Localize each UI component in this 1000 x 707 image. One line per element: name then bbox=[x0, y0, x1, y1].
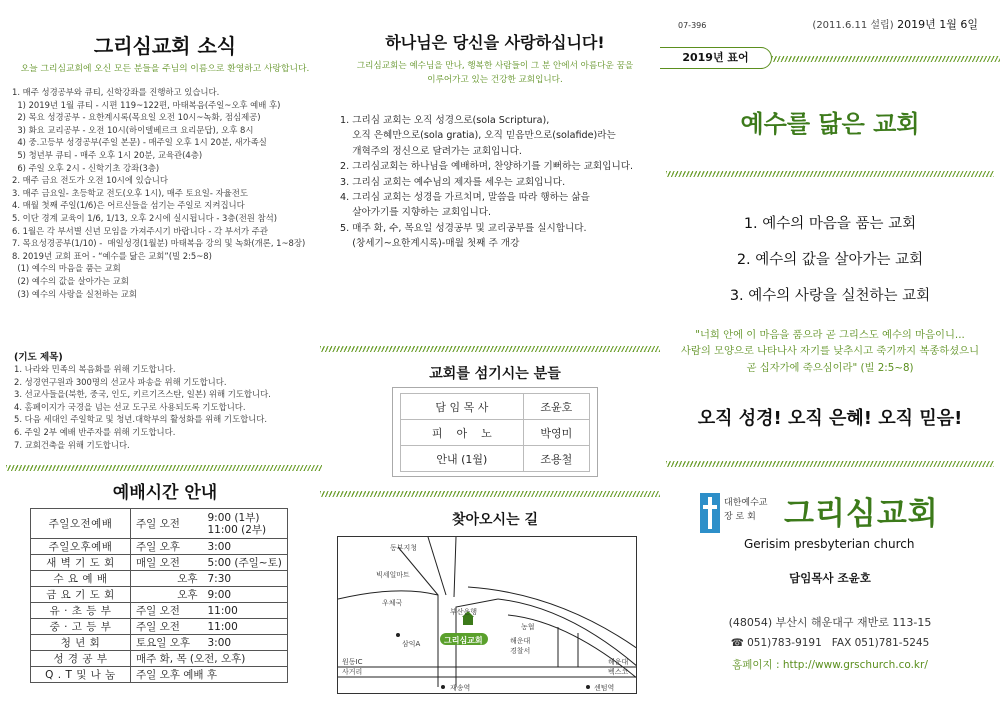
schedule-day bbox=[131, 667, 288, 683]
creed-item: 2. 그리심교회는 하나님을 예배하며, 찬양하기를 기뻐하는 교회입니다. bbox=[340, 161, 634, 173]
schedule-name: 수 요 예 배 bbox=[31, 571, 131, 587]
motto-points bbox=[660, 206, 1000, 314]
news-item: 2. 매주 금요 전도가 오전 10시에 있습니다 bbox=[12, 175, 168, 186]
schedule-name: 새 벽 기 도 회 bbox=[31, 555, 131, 571]
address: (48054) 부산시 해운대구 재반로 113-15 bbox=[728, 616, 932, 629]
pastor: 담임목사 조윤호 bbox=[789, 571, 871, 585]
love-subtitle-1: 그리심교회는 예수님을 만나, 행복한 사람들이 그 분 안에서 아름다운 꿈을 bbox=[356, 61, 634, 71]
schedule-row bbox=[31, 571, 288, 587]
map-label-samik: 삼익A bbox=[402, 640, 421, 648]
schedule-day-text: 오후 bbox=[177, 589, 198, 601]
schedule-row bbox=[31, 619, 288, 635]
divider bbox=[320, 346, 660, 352]
schedule-day-text: 토요일 오후 bbox=[136, 637, 191, 649]
news-item: 5) 청년부 큐티 - 매주 오후 1시 20분, 교육관(4층) bbox=[12, 149, 203, 160]
divider bbox=[666, 461, 994, 467]
staff-row bbox=[401, 446, 590, 472]
schedule-day bbox=[131, 571, 203, 587]
schedule-day-text: 주일 오전 bbox=[136, 621, 180, 633]
sola-slogan: 오직 성경! 오직 은혜! 오직 믿음! bbox=[697, 408, 963, 429]
schedule-time: 3:00 bbox=[203, 539, 288, 555]
staff-title: 교회를 섬기시는 분들 bbox=[429, 366, 561, 382]
schedule-day-text: 오후 bbox=[177, 573, 198, 585]
prayer-item: 6. 주일 2부 예배 반주자를 위해 기도합니다. bbox=[14, 426, 176, 437]
map-label-wondong: 원동IC 사거리 bbox=[342, 658, 363, 676]
schedule-day-text: 주일 오전 bbox=[136, 605, 180, 617]
schedule-row bbox=[31, 539, 288, 555]
map-label-church: 그리심교회 bbox=[444, 636, 483, 645]
news-item: 8. 2019년 교회 표어 - “예수를 닮은 교회”(빌 2:5~8) bbox=[12, 250, 212, 261]
map-label-bigsale: 빅세일마트 bbox=[376, 571, 410, 579]
schedule-time: 7:30 bbox=[203, 571, 288, 587]
news-item: (1) 예수의 마음을 품는 교회 bbox=[12, 263, 121, 274]
motto-point: 3. 예수의 사랑을 실천하는 교회 bbox=[729, 288, 931, 304]
schedule-time: 3:00 bbox=[203, 635, 288, 651]
church-icon-body bbox=[463, 617, 473, 625]
schedule-day-text: 매주 화, 목 (오전, 오후) bbox=[136, 653, 246, 665]
motto-point: 2. 예수의 값을 살아가는 교회 bbox=[736, 252, 924, 268]
denomination bbox=[724, 496, 767, 525]
prayer-item: 1. 나라와 민족의 복음화를 위해 기도합니다. bbox=[14, 364, 176, 374]
news-item: 6) 주일 오후 2시 - 신학기초 강좌(3층) bbox=[12, 162, 160, 173]
news-title: 그리심교회 소식 bbox=[93, 34, 237, 58]
map-label-dongbu: 동부지청 bbox=[390, 544, 418, 552]
news-item: 7. 목요성경공부(1/10) - 매일성경(1월분) 마태복음 강의 및 녹화(개론, 1~8장) bbox=[12, 238, 306, 249]
schedule-time: 5:00 (주일~토) bbox=[203, 555, 288, 571]
schedule-row bbox=[31, 603, 288, 619]
bulletin-code: 07-396 bbox=[678, 21, 707, 30]
news-item: 6. 1월은 각 부서별 신년 모임을 가져주시기 바랍니다 - 각 부서가 주관 bbox=[12, 225, 268, 236]
motto-label-text: 2019년 표어 bbox=[682, 51, 749, 64]
schedule-day bbox=[131, 635, 203, 651]
news-item: (2) 예수의 값을 살아가는 교회 bbox=[12, 275, 129, 286]
map-label-post: 우체국 bbox=[382, 599, 403, 607]
staff-row bbox=[401, 394, 590, 420]
news-item: 4. 매월 첫째 주일(1/6)은 어르신들을 섬기는 주일로 지켜집니다 bbox=[12, 200, 245, 211]
cross-logo-icon bbox=[700, 493, 720, 533]
news-item: 1. 매주 성경공부와 큐티, 신학강좌를 진행하고 있습니다. bbox=[12, 87, 220, 97]
motto: 예수를 닮은 교회 bbox=[740, 110, 920, 138]
love-title: 하나님은 당신을 사랑하십니다! bbox=[385, 33, 605, 52]
homepage-link[interactable]: 홈페이지 : http://www.grschurch.co.kr/ bbox=[732, 659, 928, 671]
news-item: 3) 화요 교리공부 - 오전 10시(하이델베르크 요리문답), 오후 8시 bbox=[12, 124, 254, 135]
creed-item: 1. 그리심 교회는 오직 성경으로(sola Scriptura), bbox=[340, 115, 550, 126]
news-item: 2) 목요 성경공부 - 요한계시록(목요일 오전 10시~녹화, 점심제공) bbox=[12, 112, 261, 123]
schedule-name: 유 · 초 등 부 bbox=[31, 603, 131, 619]
schedule-day bbox=[131, 555, 203, 571]
creed-item: 살아가기를 지향하는 교회입니다. bbox=[340, 207, 492, 219]
cover-column bbox=[660, 0, 1000, 707]
creed-item: (창세기~요한계시록)-매월 첫째 주 개강 bbox=[340, 238, 520, 250]
staff-name: 박영미 bbox=[523, 420, 589, 446]
intro-column bbox=[330, 0, 660, 707]
divider bbox=[6, 465, 322, 471]
church-name: 그리심교회 bbox=[784, 496, 939, 532]
schedule-day-text: 주일 오후 bbox=[136, 541, 180, 553]
map bbox=[337, 536, 637, 694]
staff-role: 담 임 목 사 bbox=[401, 394, 524, 420]
creed-list bbox=[340, 113, 633, 252]
map-label-nonghyup: 농협 bbox=[521, 623, 535, 631]
staff-table bbox=[400, 393, 590, 472]
news-item: 5. 이단 경계 교육이 1/6, 1/13, 오후 2시에 실시됩니다 - 3층(전원 참석) bbox=[12, 212, 277, 223]
schedule-row bbox=[31, 635, 288, 651]
divider bbox=[666, 171, 994, 177]
schedule-row bbox=[31, 651, 288, 667]
denomination-line-2: 장 로 회 bbox=[724, 512, 756, 523]
creed-item: 3. 그리심 교회는 예수님의 제자를 세우는 교회입니다. bbox=[340, 176, 566, 188]
schedule-name: Q . T 및 나 눔 bbox=[31, 667, 131, 683]
phone-fax: ☎ 051)783-9191 FAX 051)781-5245 bbox=[730, 637, 930, 649]
staff-role: 피 아 노 bbox=[401, 420, 524, 446]
news-item: 1) 2019년 1월 큐티 - 시편 119~122편, 마태복음(주일~오후 예배 후) bbox=[12, 99, 281, 110]
schedule-name: 주일오후예배 bbox=[31, 539, 131, 555]
church-name-en: Gerisim presbyterian church bbox=[744, 537, 915, 551]
schedule-day bbox=[131, 539, 203, 555]
schedule-name: 청 년 회 bbox=[31, 635, 131, 651]
date-line bbox=[812, 16, 978, 32]
schedule-day-text: 매일 오전 bbox=[136, 557, 180, 569]
prayer-title: (기도 제목) bbox=[14, 352, 63, 363]
prayer-item: 4. 홈페이지가 국경을 넘는 선교 도구로 사용되도록 기도합니다. bbox=[14, 401, 246, 412]
schedule-time: 11:00 bbox=[203, 603, 288, 619]
schedule-time: 9:00 (1부) 11:00 (2부) bbox=[203, 509, 288, 539]
map-title: 찾아오시는 길 bbox=[451, 512, 539, 528]
schedule-row bbox=[31, 555, 288, 571]
staff-name: 조용철 bbox=[523, 446, 589, 472]
verse-line-3: 곧 십자가에 죽으심이라" (빌 2:5~8) bbox=[746, 361, 914, 374]
verse-line-2: 사람의 모양으로 나타나사 자기를 낮추시고 죽기까지 복종하셨으니 bbox=[680, 345, 980, 358]
schedule-title: 예배시간 안내 bbox=[112, 483, 218, 503]
welcome-text: 오늘 그리심교회에 오신 모든 분들을 주님의 이름으로 환영하고 사랑합니다. bbox=[20, 64, 310, 74]
motto-label bbox=[660, 47, 772, 69]
prayer-list bbox=[14, 363, 271, 451]
map-label-bank: 부산은행 bbox=[450, 608, 478, 616]
schedule-day-text: 주일 오후 예배 후 bbox=[136, 669, 218, 681]
schedule-row bbox=[31, 587, 288, 603]
prayer-item: 2. 성경연구원과 300명의 선교사 파송을 위해 기도합니다. bbox=[14, 376, 227, 387]
creed-item: 오직 은혜만으로(sola gratia), 오직 믿음만으로(solafide)라는 bbox=[340, 130, 616, 142]
verse bbox=[660, 327, 1000, 376]
schedule-day bbox=[131, 619, 203, 635]
creed-item: 5. 매주 화, 수, 목요일 성경공부 및 교리공부를 실시합니다. bbox=[340, 222, 587, 234]
schedule-name: 금 요 기 도 회 bbox=[31, 587, 131, 603]
news-item: 4) 중.고등부 성경공부(주일 본문) - 매주일 오후 1시 20분, 새가족실 bbox=[12, 137, 267, 148]
staff-role: 안내 (1월) bbox=[401, 446, 524, 472]
schedule-day bbox=[131, 509, 203, 539]
founding-note: (2011.6.11 설립) bbox=[812, 20, 894, 31]
schedule-day bbox=[131, 603, 203, 619]
schedule-day bbox=[131, 587, 203, 603]
schedule-name: 주일오전예배 bbox=[31, 509, 131, 539]
schedule-row bbox=[31, 509, 288, 539]
motto-point: 1. 예수의 마음을 품는 교회 bbox=[743, 216, 917, 232]
staff-name: 조윤호 bbox=[523, 394, 589, 420]
schedule-name: 중 · 고 등 부 bbox=[31, 619, 131, 635]
bulletin-date: 2019년 1월 6일 bbox=[897, 18, 978, 31]
verse-line-1: "너희 안에 이 마음을 품으라 곧 그리스도 예수의 마음이니... bbox=[695, 329, 965, 341]
map-label-bexco: 해운대 벡스코 bbox=[608, 658, 629, 676]
map-roads bbox=[338, 537, 637, 694]
creed-item: 4. 그리심 교회는 성경을 가르치며, 말씀을 따라 행하는 삶을 bbox=[340, 192, 590, 204]
creed-item: 개혁주의 정신으로 달려가는 교회입니다. bbox=[340, 145, 522, 157]
prayer-item: 5. 다음 세대인 주일학교 및 청년.대학부의 활성화를 위해 기도합니다. bbox=[14, 414, 268, 425]
map-label-police: 해운대 경찰서 bbox=[510, 637, 531, 655]
divider bbox=[320, 491, 660, 497]
news-list bbox=[12, 86, 305, 300]
schedule-time: 11:00 bbox=[203, 619, 288, 635]
staff-row bbox=[401, 420, 590, 446]
denomination-line-1: 대한예수교 bbox=[724, 498, 768, 508]
schedule-day bbox=[131, 651, 288, 667]
schedule-time: 9:00 bbox=[203, 587, 288, 603]
schedule-table bbox=[30, 508, 288, 683]
divider bbox=[772, 56, 1000, 62]
news-item: (3) 예수의 사랑을 실천하는 교회 bbox=[12, 288, 137, 299]
map-label-jaesong: 재송역 bbox=[450, 684, 471, 692]
love-subtitle-2: 이루어가고 있는 건강한 교회입니다. bbox=[427, 75, 563, 85]
prayer-item: 3. 선교사들을(북한, 중국, 인도, 키르기즈스탄, 일본) 위해 기도합니다. bbox=[14, 389, 271, 400]
news-column bbox=[0, 0, 330, 707]
prayer-item: 7. 교회건축을 위해 기도합니다. bbox=[14, 439, 130, 450]
schedule-day-text: 주일 오전 bbox=[136, 518, 180, 530]
schedule-row bbox=[31, 667, 288, 683]
news-item: 3. 매주 금요일- 초등학교 전도(오후 1시), 매주 토요일- 자율전도 bbox=[12, 187, 248, 198]
map-label-centum: 센텀역 bbox=[594, 684, 615, 692]
schedule-name: 성 경 공 부 bbox=[31, 651, 131, 667]
church-logo bbox=[700, 493, 720, 533]
